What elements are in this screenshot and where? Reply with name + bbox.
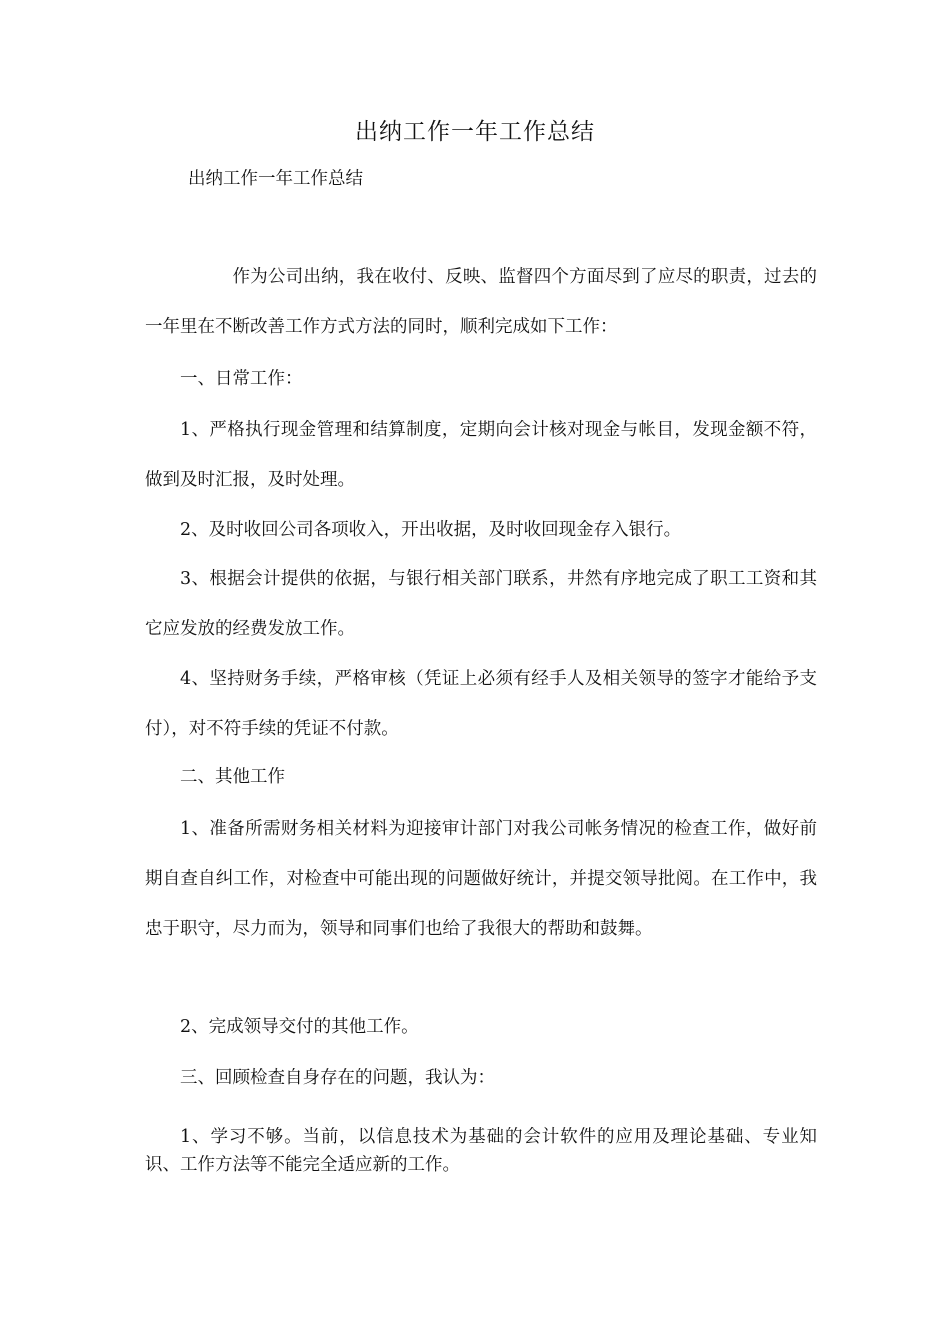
daily-work-item-2: 2、及时收回公司各项收入，开出收据，及时收回现金存入银行。 [180, 520, 682, 540]
section-heading-daily-work: 一、日常工作： [180, 369, 303, 389]
document-subtitle: 出纳工作一年工作总结 [188, 169, 363, 189]
document-title: 出纳工作一年工作总结 [355, 119, 595, 145]
section-heading-self-review: 三、回顾检查自身存在的问题，我认为： [180, 1068, 495, 1088]
section-heading-other-work: 二、其他工作 [180, 767, 285, 787]
daily-work-item-4: 4、坚持财务手续，严格审核（凭证上必须有经手人及相关领导的签字才能给予支付），对不符手续的凭证不付款。 [145, 669, 817, 739]
daily-work-item-3: 3、根据会计提供的依据，与银行相关部门联系，井然有序地完成了职工工资和其它应发放的经费发放工作。 [145, 569, 817, 639]
self-review-item-1: 1、学习不够。当前，以信息技术为基础的会计软件的应用及理论基础、专业知识、工作方法等不能完全适应新的工作。 [145, 1127, 817, 1175]
other-work-item-1: 1、准备所需财务相关材料为迎接审计部门对我公司帐务情况的检查工作，做好前期自查自纠工作，对检查中可能出现的问题做好统计，并提交领导批阅。在工作中，我忠于职守，尽力而为，领导和同事们也给了我很大的帮助和鼓舞。 [145, 819, 817, 939]
daily-work-item-1: 1、严格执行现金管理和结算制度，定期向会计核对现金与帐目，发现金额不符，做到及时汇报，及时处理。 [145, 420, 817, 490]
other-work-item-2: 2、完成领导交付的其他工作。 [180, 1017, 419, 1037]
intro-paragraph: 作为公司出纳，我在收付、反映、监督四个方面尽到了应尽的职责，过去的一年里在不断改善工作方式方法的同时，顺利完成如下工作： [145, 267, 817, 337]
